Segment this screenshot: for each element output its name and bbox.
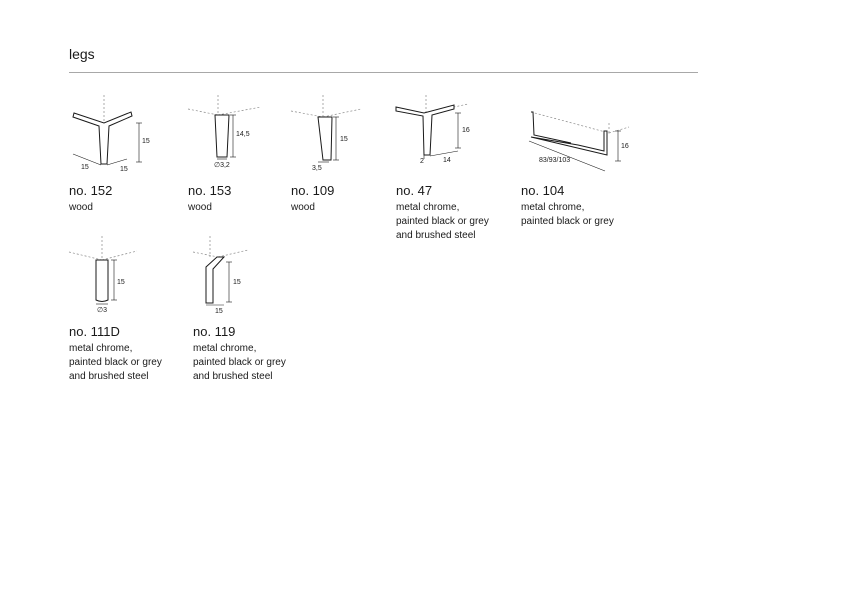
leg-47-material-line: and brushed steel: [396, 230, 476, 241]
leg-109-model: no. 109: [291, 183, 335, 198]
leg-104-shape: [531, 112, 607, 155]
leg-111d: [69, 236, 169, 386]
leg-153-shape: [215, 115, 229, 157]
leg-109-material-line: wood: [291, 202, 315, 213]
leg-119-material-line: painted black or grey: [193, 357, 286, 368]
leg-47-model: no. 47: [396, 183, 433, 198]
leg-119-material-line: and brushed steel: [193, 371, 273, 382]
leg-111d-diameter: ∅3: [97, 307, 107, 314]
leg-47-material-line: painted black or grey: [396, 216, 489, 227]
leg-47-width: 14: [443, 157, 451, 164]
leg-109-width: 3,5: [312, 165, 322, 172]
leg-111d-model: no. 111D: [69, 324, 120, 339]
leg-111d-material-line: and brushed steel: [69, 371, 149, 382]
leg-104-material: [521, 201, 614, 229]
leg-152-shape: [73, 112, 132, 164]
leg-152-material: [69, 201, 93, 215]
leg-47-thickness: 2: [420, 158, 424, 165]
leg-119-shape: [206, 257, 224, 303]
leg-47-material: [396, 201, 489, 243]
leg-119-material-line: metal chrome,: [193, 343, 257, 354]
leg-152-width: 15: [120, 166, 128, 173]
leg-47-drawing: [396, 95, 506, 180]
leg-153-material: [188, 201, 212, 215]
leg-104: [521, 95, 641, 240]
leg-153-drawing: [188, 95, 278, 180]
leg-47-shape: [396, 105, 454, 155]
leg-119-width: 15: [215, 308, 223, 315]
leg-104-drawing: [521, 95, 641, 180]
leg-111d-material-line: metal chrome,: [69, 343, 133, 354]
leg-109-material: [291, 201, 315, 215]
leg-152: [69, 95, 169, 240]
leg-153-material-line: wood: [188, 202, 212, 213]
leg-152-depth: 15: [81, 164, 89, 171]
leg-111d-shape: [96, 260, 108, 302]
leg-47-material-line: metal chrome,: [396, 202, 460, 213]
leg-109-height: 15: [340, 136, 348, 143]
leg-153: [188, 95, 278, 240]
title-divider: [69, 72, 698, 73]
leg-111d-height: 15: [117, 279, 125, 286]
leg-119-material: [193, 342, 286, 384]
leg-104-model: no. 104: [521, 183, 565, 198]
leg-47-height: 16: [462, 127, 470, 134]
section-title: legs: [69, 46, 95, 62]
leg-111d-material: [69, 342, 162, 384]
leg-153-diameter: ∅3,2: [214, 162, 230, 169]
leg-152-drawing: [69, 95, 169, 180]
leg-109-shape: [318, 117, 332, 160]
leg-119-model: no. 119: [193, 324, 236, 339]
leg-152-material-line: wood: [69, 202, 93, 213]
leg-153-height: 14,5: [236, 131, 250, 138]
leg-109: [291, 95, 381, 240]
leg-119: [193, 236, 293, 386]
leg-119-height: 15: [233, 279, 241, 286]
leg-104-height: 16: [621, 143, 629, 150]
leg-47: [396, 95, 506, 240]
leg-119-drawing: [193, 236, 293, 321]
leg-104-length: 83/93/103: [539, 157, 571, 164]
leg-104-material-line: painted black or grey: [521, 216, 614, 227]
leg-153-model: no. 153: [188, 183, 232, 198]
leg-109-drawing: [291, 95, 381, 180]
leg-111d-drawing: [69, 236, 169, 321]
leg-152-model: no. 152: [69, 183, 113, 198]
leg-111d-material-line: painted black or grey: [69, 357, 162, 368]
leg-104-material-line: metal chrome,: [521, 202, 585, 213]
leg-152-height: 15: [142, 138, 150, 145]
